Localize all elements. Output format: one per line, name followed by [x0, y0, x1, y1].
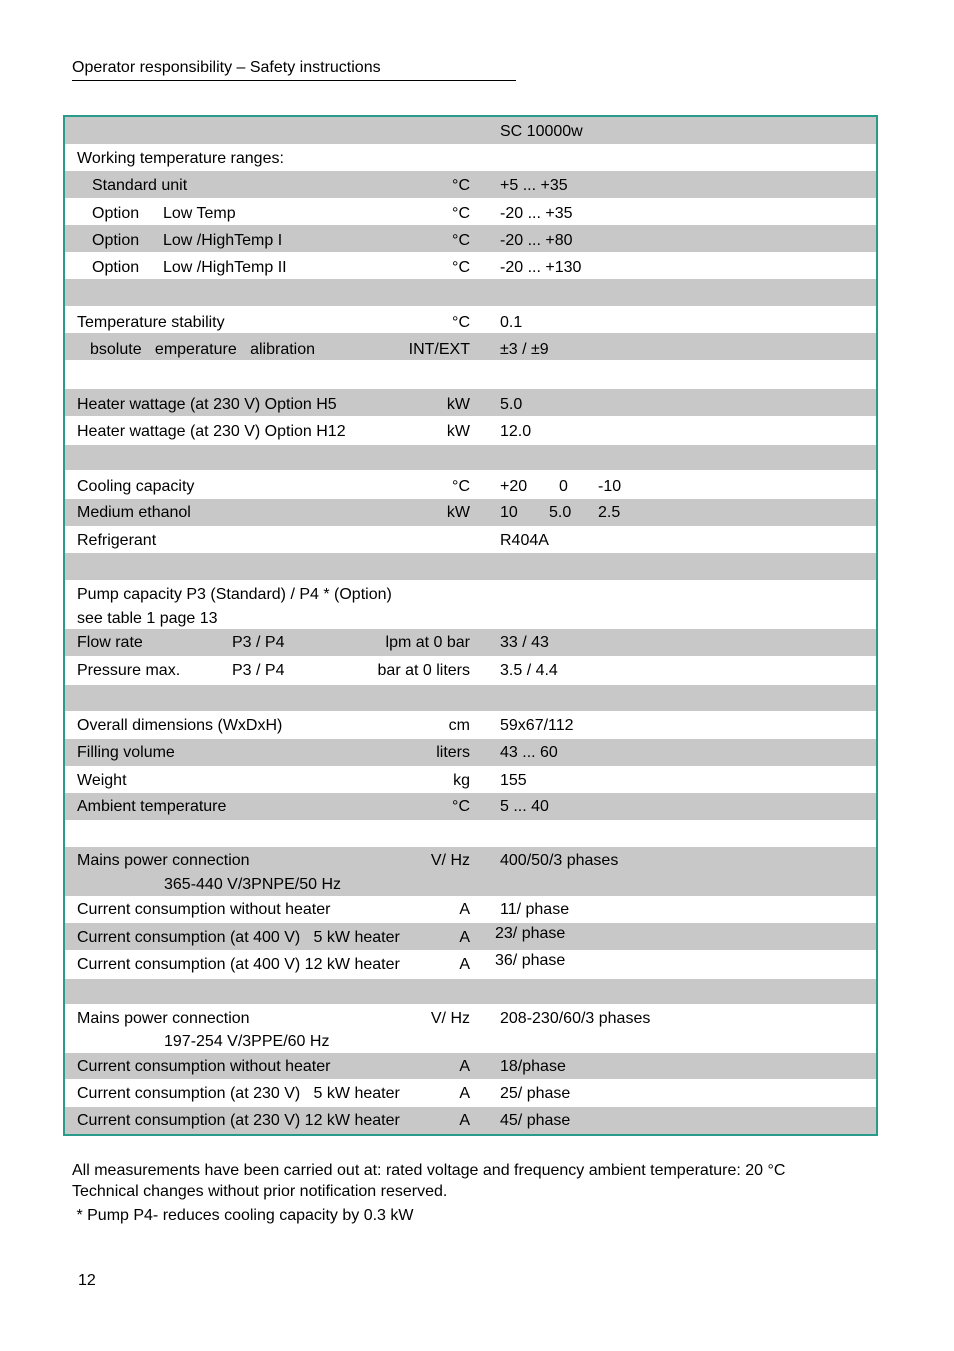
- model-name: SC 10000w: [500, 123, 583, 140]
- row-value: 45/ phase: [500, 1112, 571, 1129]
- row-unit: A: [459, 956, 470, 973]
- row-unit: °C: [452, 177, 470, 194]
- table-spacer-row: [65, 445, 876, 470]
- row-unit: bar at 0 liters: [377, 662, 470, 679]
- row-value: 0.1: [500, 314, 523, 331]
- row-value: 3.5 / 4.4: [500, 662, 558, 679]
- row-unit: °C: [452, 232, 470, 249]
- table-spacer-row: [65, 979, 876, 1004]
- row-value: 208-230/60/3 phases: [500, 1010, 651, 1027]
- row-value: 36/ phase: [495, 952, 566, 969]
- row-label: see table 1 page 13: [77, 610, 218, 627]
- row-label: Pump capacity P3 (Standard) / P4 * (Option): [77, 586, 392, 603]
- row-label: bsolute emperature alibration: [90, 341, 316, 358]
- footnote-pump: * Pump P4- reduces cooling capacity by 0.3 kW: [72, 1207, 414, 1224]
- row-label: Temperature stability: [77, 314, 225, 331]
- table-row: [65, 333, 876, 360]
- row-unit: kW: [446, 423, 470, 440]
- row-value: 43 ... 60: [500, 744, 558, 761]
- table-row: [65, 416, 876, 445]
- row-sublabel: Low Temp: [163, 205, 236, 222]
- row-label: Current consumption (at 230 V) 5 kW heater: [77, 1085, 400, 1102]
- table-row: [65, 629, 876, 656]
- row-label: Mains power connection: [77, 1010, 250, 1027]
- footnote-changes: Technical changes without prior notification reserved.: [72, 1183, 448, 1200]
- row-value: -20 ... +80: [500, 232, 573, 249]
- table-row: [65, 470, 876, 499]
- row-value: 400/50/3 phases: [500, 852, 619, 869]
- row-label: Option: [92, 205, 140, 222]
- row-value: 23/ phase: [495, 925, 566, 942]
- row-label: Medium ethanol: [77, 504, 191, 521]
- table-row: [65, 923, 876, 950]
- row-label: Ambient temperature: [77, 798, 227, 815]
- row-value: -10: [598, 478, 622, 495]
- table-row: [65, 847, 876, 896]
- row-sublabel: Low /HighTemp II: [163, 259, 287, 276]
- row-unit: kg: [453, 772, 470, 789]
- page-number: 12: [78, 1272, 96, 1289]
- row-label: Flow rate: [77, 634, 143, 651]
- table-row: [65, 171, 876, 198]
- row-label: Current consumption (at 400 V) 12 kW heater: [77, 956, 400, 973]
- row-value: -20 ... +130: [500, 259, 582, 276]
- row-label: Mains power connection: [77, 852, 250, 869]
- row-label: Weight: [77, 772, 127, 789]
- row-unit: °C: [452, 259, 470, 276]
- row-unit: INT/EXT: [408, 341, 470, 358]
- row-sublabel: P3 / P4: [232, 634, 285, 651]
- row-value: 12.0: [500, 423, 532, 440]
- table-spacer-row: [65, 685, 876, 711]
- row-value: 5.0: [549, 504, 572, 521]
- row-value: -20 ... +35: [500, 205, 573, 222]
- row-label: Current consumption (at 400 V) 5 kW heater: [77, 929, 400, 946]
- row-unit: °C: [452, 798, 470, 815]
- table-row: [65, 306, 876, 333]
- row-unit: V/ Hz: [430, 852, 470, 869]
- row-unit: °C: [452, 478, 470, 495]
- footnote-measurements: All measurements have been carried out at: rated voltage and frequency ambient temperature: 20 °C: [72, 1162, 786, 1179]
- table-row: [65, 198, 876, 225]
- table-row: [65, 656, 876, 685]
- table-row: [65, 1107, 876, 1134]
- row-unit: kW: [446, 396, 470, 413]
- table-row: [65, 739, 876, 766]
- row-unit: A: [459, 1112, 470, 1129]
- row-sublabel: 197-254 V/3PPE/60 Hz: [164, 1033, 330, 1050]
- spec-table: [63, 115, 878, 1136]
- row-label: Option: [92, 232, 140, 249]
- row-unit: cm: [448, 717, 470, 734]
- table-row: [65, 793, 876, 820]
- table-spacer-row: [65, 820, 876, 847]
- row-value: 2.5: [598, 504, 621, 521]
- row-unit: liters: [436, 744, 470, 761]
- row-value: 5 ... 40: [500, 798, 549, 815]
- page-header: Operator responsibility – Safety instructions: [72, 58, 516, 81]
- row-value: +20: [500, 478, 528, 495]
- table-spacer-row: [65, 279, 876, 306]
- row-value: 5.0: [500, 396, 523, 413]
- table-row: [65, 1004, 876, 1053]
- row-unit: lpm at 0 bar: [385, 634, 470, 651]
- table-spacer-row: [65, 553, 876, 580]
- table-row: [65, 144, 876, 171]
- cooling-values: [500, 478, 624, 497]
- table-row: [65, 526, 876, 553]
- table-row: [65, 499, 876, 526]
- row-sublabel: 365-440 V/3PNPE/50 Hz: [164, 876, 341, 893]
- row-label: Cooling capacity: [77, 478, 195, 495]
- row-label: Overall dimensions (WxDxH): [77, 717, 283, 734]
- row-unit: kW: [446, 504, 470, 521]
- row-value: 0: [559, 478, 568, 495]
- row-unit: A: [459, 901, 470, 918]
- row-value: ±3 / ±9: [500, 341, 549, 358]
- table-spacer-row: [65, 360, 876, 389]
- table-row: [65, 1079, 876, 1107]
- row-label: Heater wattage (at 230 V) Option H5: [77, 396, 337, 413]
- row-unit: A: [459, 929, 470, 946]
- table-row: [65, 1053, 876, 1079]
- table-row: [65, 896, 876, 923]
- row-value: +5 ... +35: [500, 177, 568, 194]
- row-value: 59x67/112: [500, 717, 574, 734]
- row-label: Current consumption without heater: [77, 901, 331, 918]
- row-label: Current consumption without heater: [77, 1058, 331, 1075]
- table-row: [65, 225, 876, 252]
- row-sublabel: Low /HighTemp I: [163, 232, 283, 249]
- section-label: Working temperature ranges:: [77, 150, 284, 167]
- row-label: Option: [92, 259, 140, 276]
- row-label: Current consumption (at 230 V) 12 kW heater: [77, 1112, 400, 1129]
- row-value: 11/ phase: [500, 901, 570, 918]
- row-sublabel: P3 / P4: [232, 662, 285, 679]
- row-label: Filling volume: [77, 744, 175, 761]
- row-unit: °C: [452, 205, 470, 222]
- row-label: Refrigerant: [77, 532, 157, 549]
- table-row: [65, 711, 876, 739]
- row-value: 25/ phase: [500, 1085, 571, 1102]
- table-row: [65, 766, 876, 793]
- table-row: [65, 389, 876, 416]
- row-label: Pressure max.: [77, 662, 181, 679]
- row-unit: A: [459, 1085, 470, 1102]
- row-value: 155: [500, 772, 527, 789]
- table-row: [65, 580, 876, 629]
- row-value: 18/phase: [500, 1058, 566, 1075]
- row-unit: A: [459, 1058, 470, 1075]
- table-row-model: [65, 117, 876, 144]
- row-label: Standard unit: [92, 177, 188, 194]
- table-row: [65, 950, 876, 979]
- row-unit: V/ Hz: [430, 1010, 470, 1027]
- row-unit: °C: [452, 314, 470, 331]
- table-row: [65, 252, 876, 279]
- row-label: Heater wattage (at 230 V) Option H12: [77, 423, 346, 440]
- row-value: 33 / 43: [500, 634, 549, 651]
- row-value: R404A: [500, 532, 549, 549]
- row-value: 10: [500, 504, 518, 521]
